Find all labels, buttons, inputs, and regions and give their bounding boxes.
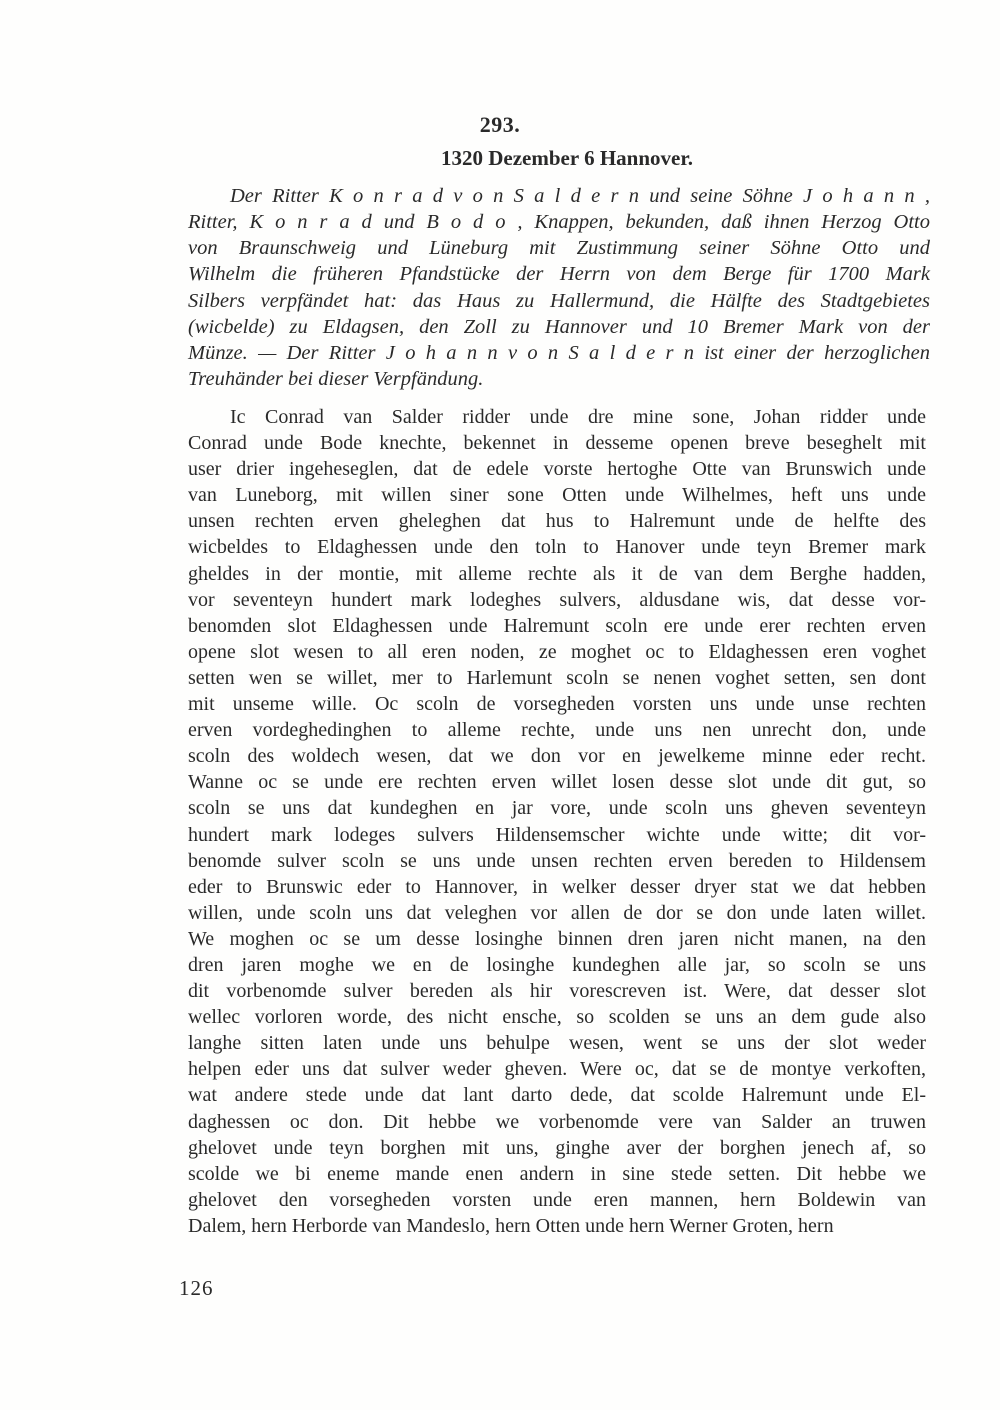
text-line: dit vorbenomde sulver bereden als hir vorescreven ist. Were, dat desser slot xyxy=(188,980,926,1003)
text-line: erven vordeghedinghen to alleme rechte, unde uns nen unrecht don, unde xyxy=(188,719,926,742)
regest-line: Treuhänder bei dieser Verpfändung. xyxy=(188,367,484,390)
text-line: setten wen se willet, mer to Harlemunt scoln se nenen voghet setten, sen dont xyxy=(188,666,926,689)
text-line: ghelovet unde teyn borghen mit uns, ginghe aver der borghen jenech af, so xyxy=(188,1136,926,1159)
regest-summary xyxy=(188,183,930,392)
page-number: 126 xyxy=(179,1276,214,1300)
regest-line: Ritter, K o n r a d und B o d o , Knappen, bekunden, daß ihnen Herzog Otto xyxy=(188,211,930,234)
text-line: scolde we bi eneme mande enen andern in sine stede setten. Dit hebbe we xyxy=(188,1162,926,1185)
text-line: Dalem, hern Herborde van Mandeslo, hern Otten unde hern Werner Groten, hern xyxy=(188,1214,834,1237)
text-line: scoln des woldech wesen, dat we don vor en jewelkeme minne eder recht. xyxy=(188,745,926,768)
text-line: opene slot wesen to all eren noden, ze moghet oc to Eldaghessen eren voghet xyxy=(188,640,926,663)
document-number: 293. xyxy=(479,112,521,137)
text-line: hundert mark lodeges sulvers Hildensemscher wichte unde witte; dit vor- xyxy=(188,823,926,846)
text-line: Ic Conrad van Salder ridder unde dre mine sone, Johan ridder unde xyxy=(230,406,926,428)
text-line: van Luneborg, mit willen siner sone Otten unde Wilhelmes, heft uns unde xyxy=(188,484,926,507)
charter-text xyxy=(188,404,926,1239)
text-line: wellec vorloren worde, des nicht ensche, so scolden se uns an dem gude also xyxy=(188,1006,926,1029)
text-line: mit unseme wille. Oc scoln de vorsegheden vorsten uns unde unse rechten xyxy=(188,693,926,716)
document-heading: 1320 Dezember 6 Hannover. xyxy=(441,146,693,170)
text-line: daghessen oc don. Dit hebbe we vorbenomde vere van Salder an truwen xyxy=(188,1110,926,1133)
text-line: ghelovet den vorsegheden vorsten unde eren mannen, hern Boldewin van xyxy=(188,1188,926,1211)
text-line: benomden slot Eldaghessen unde Halremunt scoln ere unde erer rechten erven xyxy=(188,614,926,637)
text-line: wat andere stede unde dat lant darto dede, dat scolde Halremunt unde El- xyxy=(188,1084,926,1107)
text-line: willen, unde scoln uns dat veleghen vor allen de dor se don unde laten willet. xyxy=(188,901,926,924)
regest-line: von Braunschweig und Lüneburg mit Zustimmung seiner Söhne Otto und xyxy=(188,237,930,260)
text-line: Conrad unde Bode knechte, bekennet in desseme openen breve beseghelt mit xyxy=(188,432,926,455)
text-line: unsen rechten erven gheleghen dat hus to Halremunt unde de helfte des xyxy=(188,510,926,533)
text-line: gheldes in der montie, mit alleme rechte als it de van dem Berghe hadden, xyxy=(188,562,926,585)
text-line: vor seventeyn hundert mark lodeghes sulvers, aldusdane wis, dat desse vor- xyxy=(188,588,926,611)
text-line: scoln se uns dat kundeghen en jar vore, unde scoln uns gheven seventeyn xyxy=(188,797,926,820)
regest-line: Münze. — Der Ritter J o h a n n v o n S a l d e r n ist einer der herzoglichen xyxy=(188,341,930,364)
regest-line: (wicbelde) zu Eldagsen, den Zoll zu Hannover und 10 Bremer Mark von der xyxy=(188,315,930,338)
text-line: dren jaren moghe we en de losinghe kundeghen alle jar, so scoln se uns xyxy=(188,953,926,976)
text-line: Wanne oc se unde ere rechten erven willet losen desse slot unde dit gut, so xyxy=(188,771,926,794)
regest-line: Wilhelm die früheren Pfandstücke der Herrn von dem Berge für 1700 Mark xyxy=(188,263,930,286)
text-line: helpen eder uns dat sulver weder gheven. Were oc, dat se de montye verkoften, xyxy=(188,1058,926,1081)
text-line: benomde sulver scoln se uns unde unsen rechten erven bereden to Hildensem xyxy=(188,849,926,872)
text-line: wicbeldes to Eldaghessen unde den toln to Hanover unde teyn Bremer mark xyxy=(188,536,926,559)
text-line: We moghen oc se um desse losinghe binnen dren jaren nicht manen, na den xyxy=(188,927,926,950)
text-line: user drier ingeheseglen, dat de edele vorste hertoghe Otte van Brunswich unde xyxy=(188,458,926,481)
text-line: eder to Brunswic eder to Hannover, in welker desser dryer stat we dat hebben xyxy=(188,875,926,898)
text-line: langhe sitten laten unde uns behulpe wesen, went se uns der slot weder xyxy=(188,1032,926,1055)
regest-line: Silbers verpfändet hat: das Haus zu Hallermund, die Hälfte des Stadtgebietes xyxy=(188,289,930,312)
regest-line: Der Ritter K o n r a d v o n S a l d e r n und seine Söhne J o h a n n , xyxy=(230,185,930,207)
